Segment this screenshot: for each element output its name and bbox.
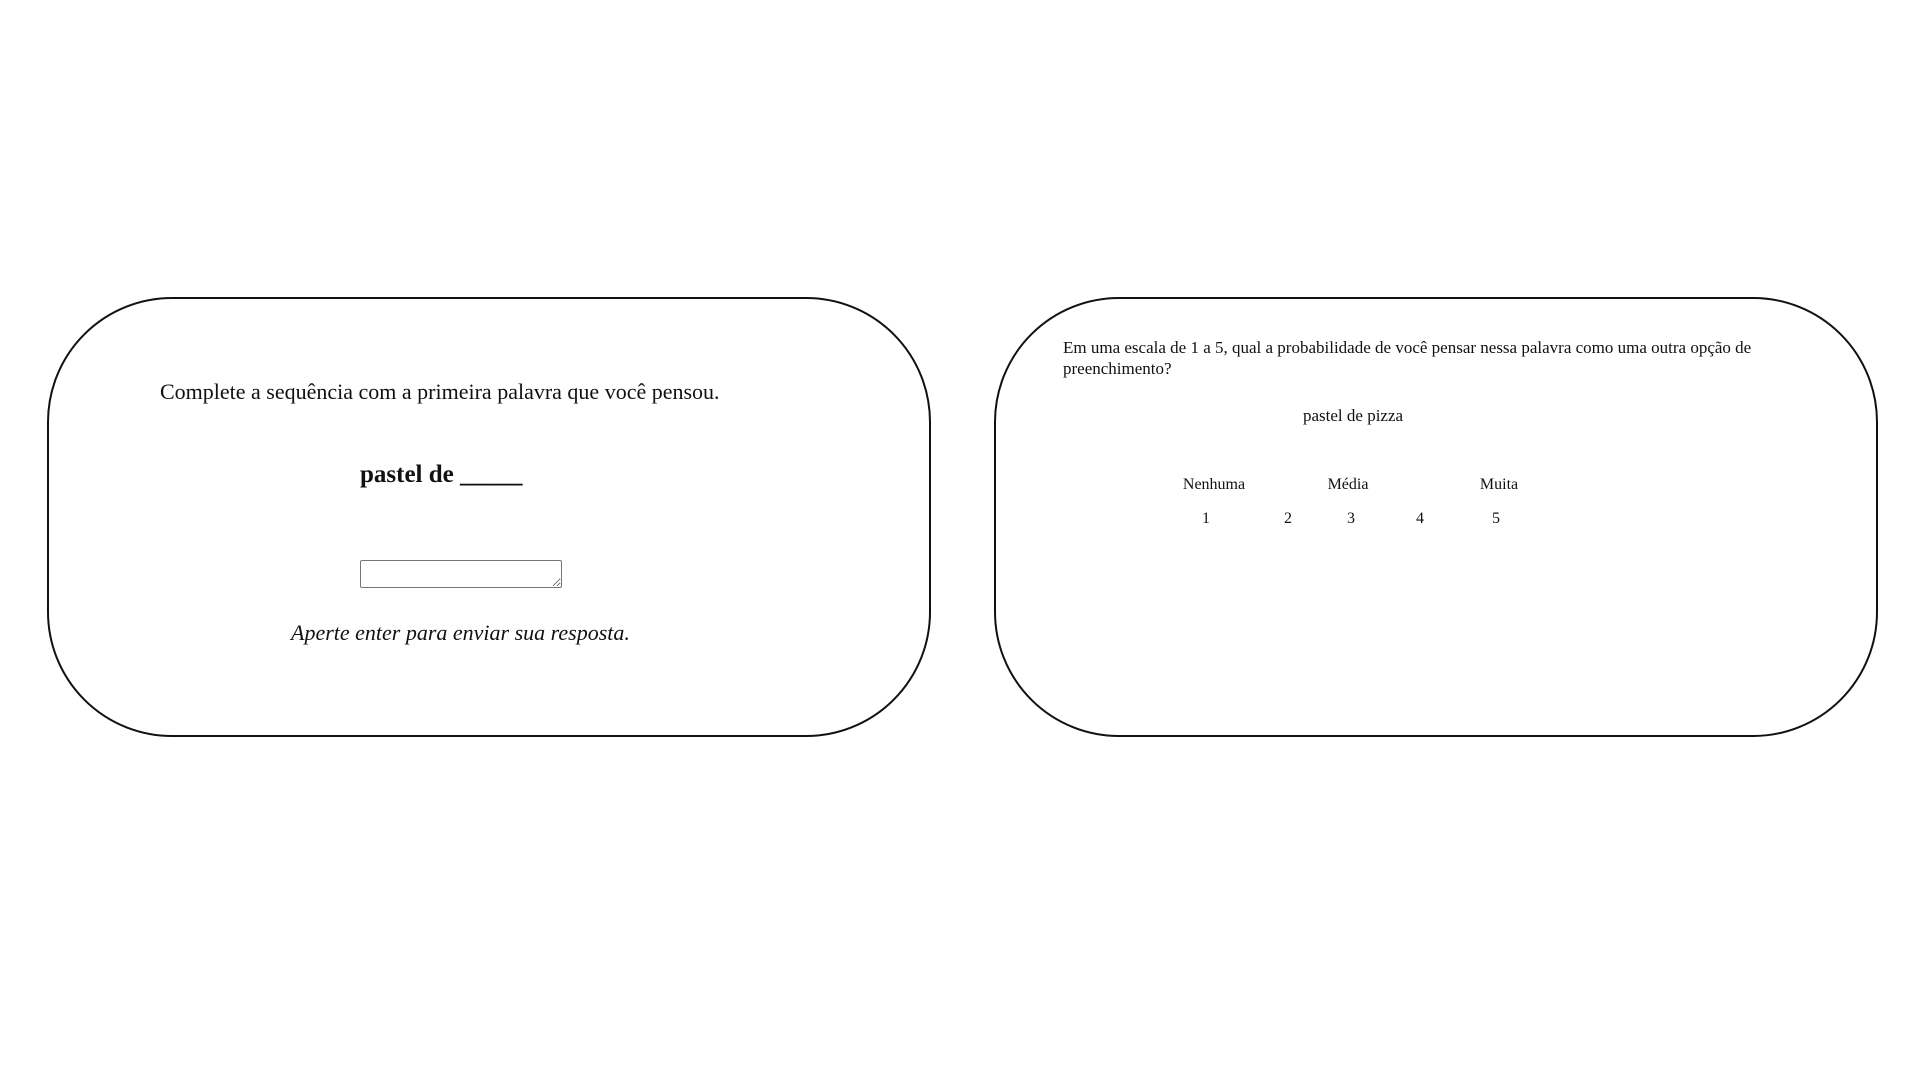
submit-hint: Aperte enter para enviar sua resposta. — [291, 620, 630, 645]
instruction-text: Complete a sequência com a primeira palavra que você pensou. — [160, 379, 720, 404]
likelihood-rating-panel — [994, 297, 1878, 737]
scale-option-4[interactable]: 4 — [1416, 510, 1424, 527]
scale-option-1[interactable]: 1 — [1202, 510, 1210, 527]
rating-question: Em uma escala de 1 a 5, qual a probabilidade de você pensar nessa palavra como uma outra opção de preenchimento? — [1063, 338, 1752, 378]
scale-anchor-low: Nenhuma — [1182, 476, 1246, 493]
scale-option-3[interactable]: 3 — [1347, 510, 1355, 527]
prompt-phrase: pastel de _____ — [360, 461, 523, 488]
scale-option-5[interactable]: 5 — [1492, 510, 1500, 527]
scale-anchor-high: Muita — [1479, 476, 1519, 493]
target-phrase: pastel de pizza — [1303, 406, 1404, 425]
answer-input[interactable] — [360, 560, 562, 588]
scale-option-2[interactable]: 2 — [1284, 510, 1292, 527]
word-completion-panel — [47, 297, 931, 737]
scale-anchor-mid: Média — [1327, 476, 1369, 493]
